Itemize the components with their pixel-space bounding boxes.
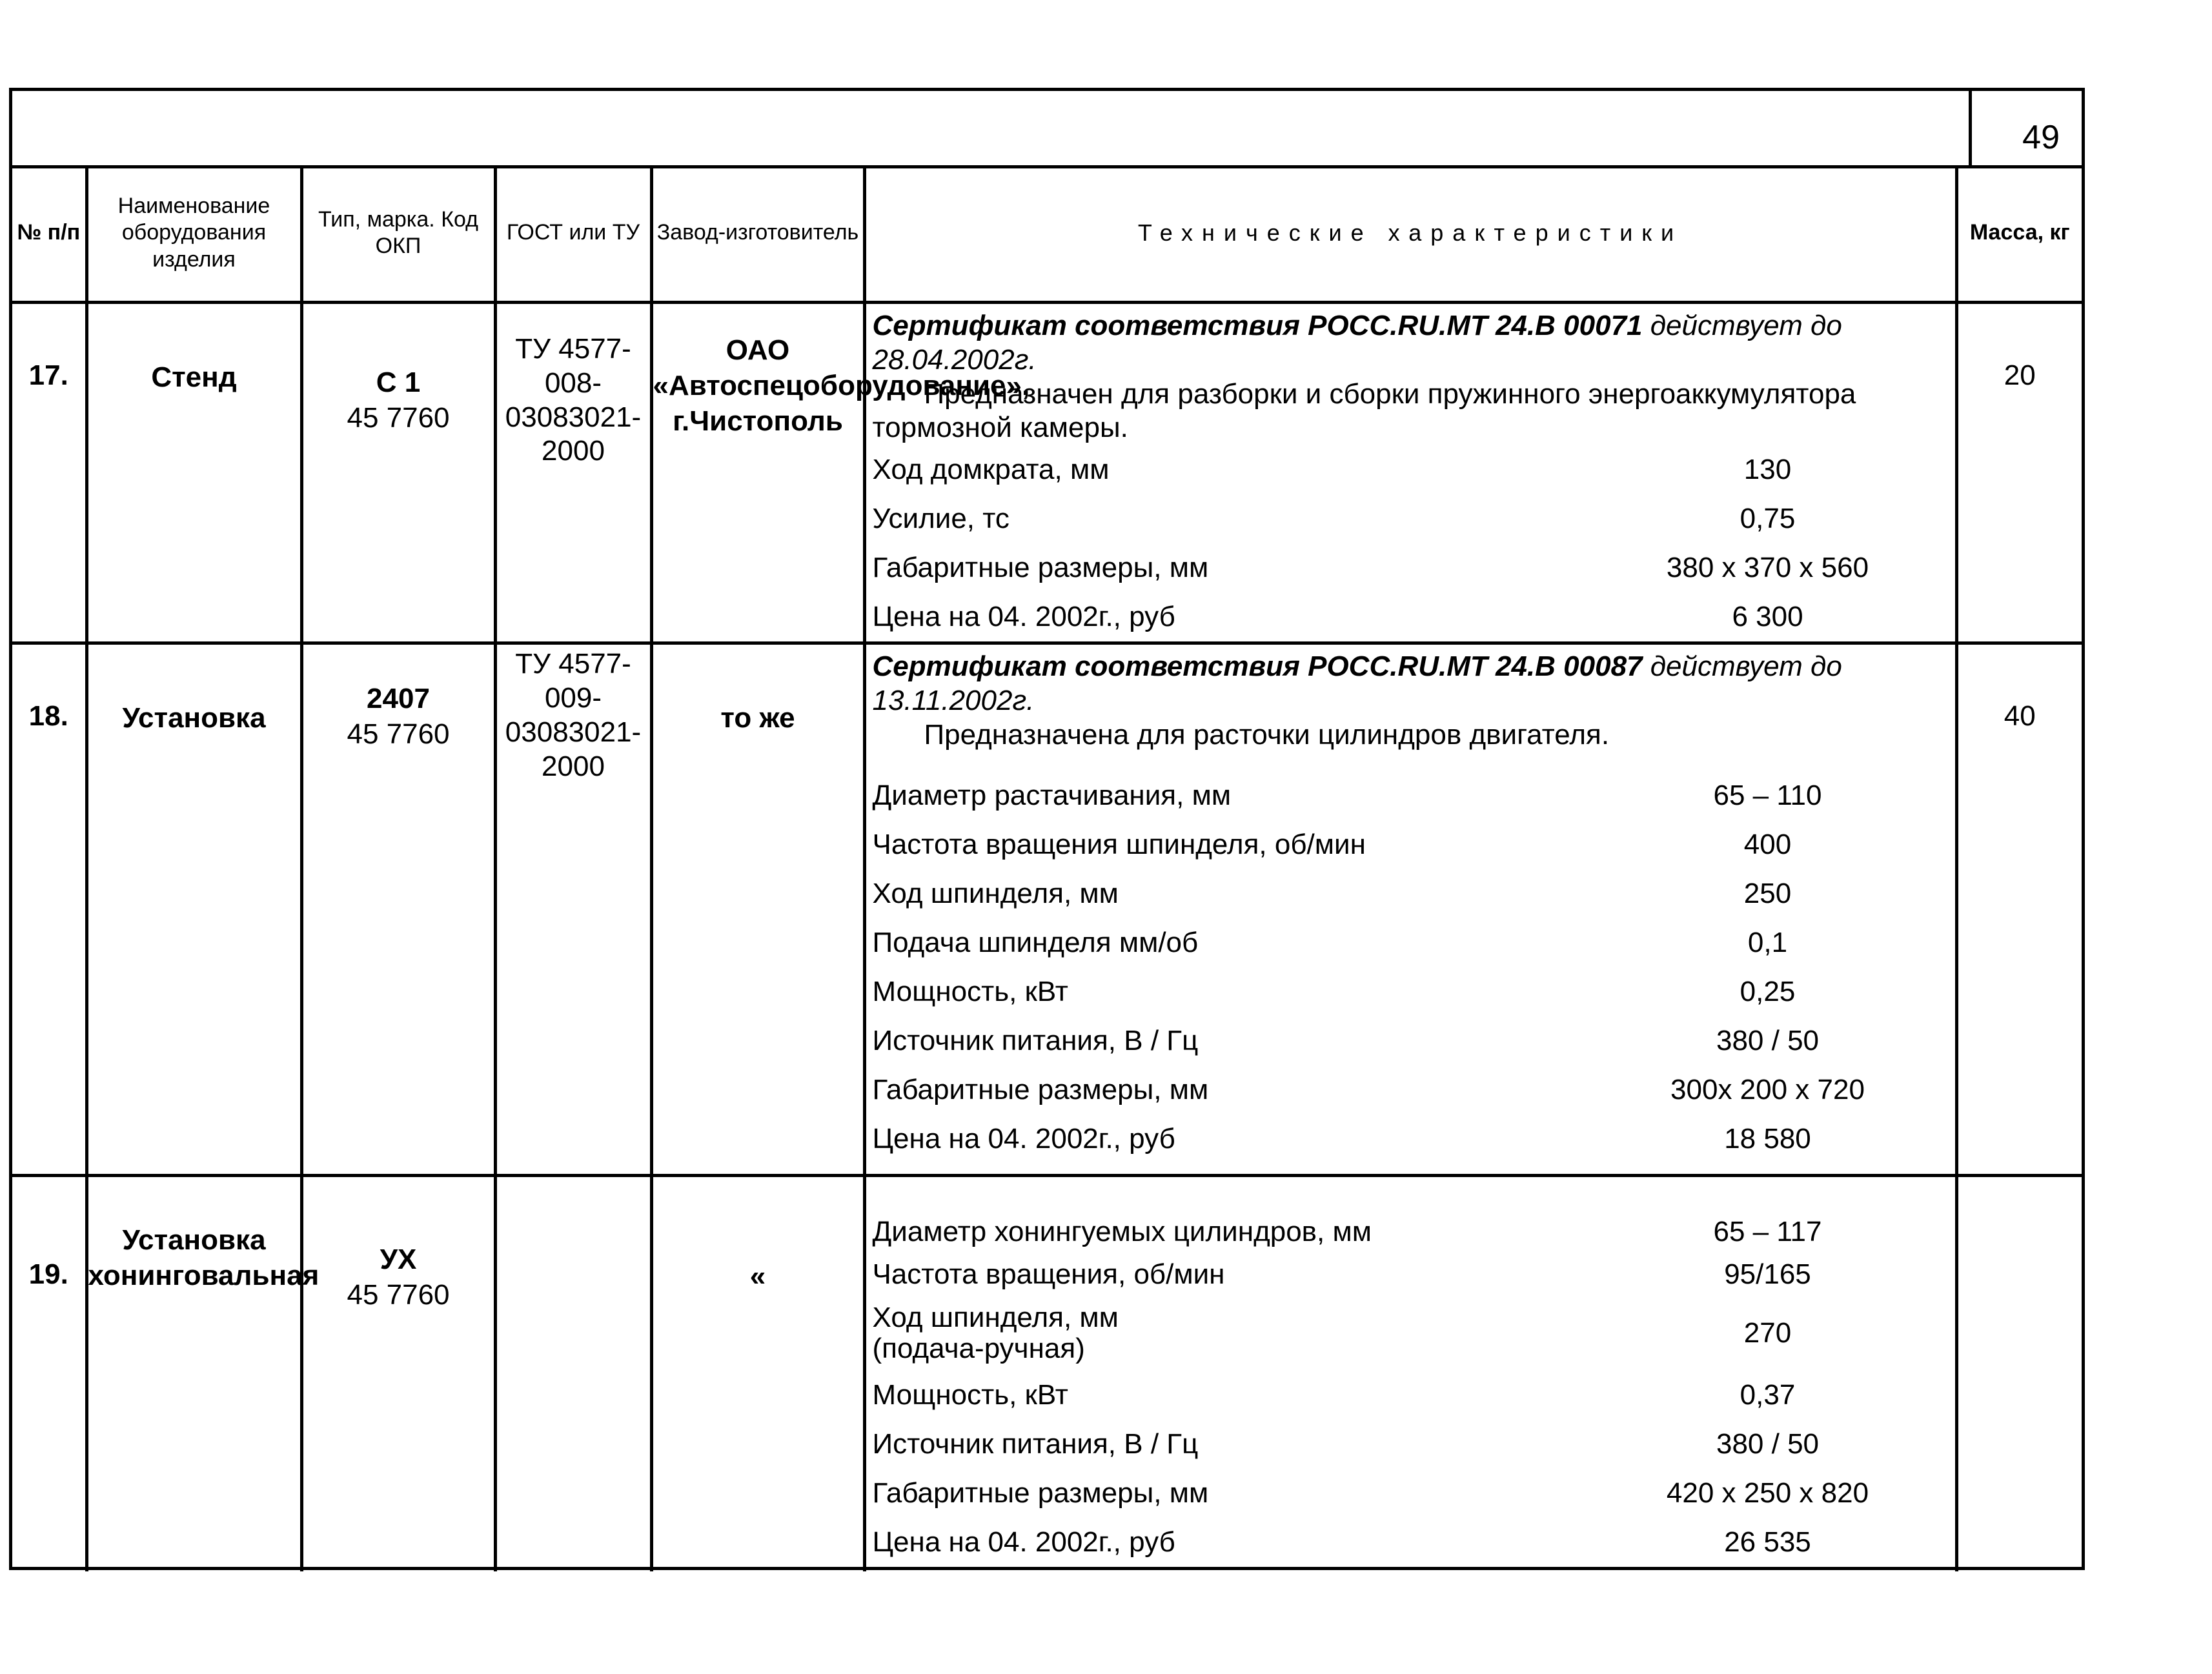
gost-cell: [495, 1176, 651, 1571]
spec-row: [873, 919, 1949, 968]
plant-cell: то же: [651, 643, 864, 1176]
gost-cell: ТУ 4577-009-03083021-2000: [495, 643, 651, 1176]
header-tech: Технические характеристики: [864, 165, 1956, 303]
spec-row: [873, 968, 1949, 1017]
spec-value: 130: [1743, 453, 1792, 485]
certificate-validity: действует до 13.11.2002г.: [872, 650, 1842, 716]
spec-row: [873, 592, 1949, 641]
type-mark: С 1: [376, 367, 421, 398]
spec-label: Диаметр хонингуемых цилиндров, мм: [872, 1215, 1372, 1247]
spec-label: Ход шпинделя, мм: [872, 878, 1119, 910]
certificate-validity: действует до 28.04.2002г.: [872, 310, 1842, 376]
spec-label: Подача шпинделя мм/об: [872, 927, 1199, 959]
spec-row: [873, 1066, 1949, 1115]
okp-code: 45 7760: [347, 402, 450, 434]
type-cell: [301, 303, 495, 643]
spec-row: [873, 543, 1949, 592]
okp-code: 45 7760: [347, 1279, 450, 1311]
spec-row: [873, 821, 1949, 870]
tech-cell: [864, 1176, 1956, 1571]
certificate-number: Сертификат соответствия РОСС.RU.МТ 24.В 00071: [872, 310, 1643, 341]
spec-row: [873, 494, 1949, 543]
spec-value: 6 300: [1732, 600, 1803, 632]
plant-cell: «: [651, 1176, 864, 1571]
table-row: [12, 303, 2082, 643]
header-row: [12, 165, 2082, 303]
spec-label: Частота вращения шпинделя, об/мин: [872, 829, 1366, 861]
spec-value: 400: [1743, 829, 1792, 861]
spec-value: 300х 200 х 720: [1670, 1074, 1865, 1106]
table-row: [12, 643, 2082, 1176]
plant-cell: ОАО «Автоспецоборудование», г.Чистополь: [651, 303, 864, 643]
spec-value: 380 / 50: [1716, 1427, 1820, 1460]
header-type: Тип, марка. Код ОКП: [301, 165, 495, 303]
spec-row: [873, 1469, 1949, 1518]
spec-label: Источник питания, В / Гц: [872, 1025, 1199, 1057]
row-number: 18.: [12, 643, 86, 1176]
equipment-name: Установка: [86, 643, 301, 1176]
certificate-text: [873, 645, 1949, 718]
header-gost: ГОСТ или ТУ: [495, 165, 651, 303]
spec-row: [873, 772, 1949, 821]
spec-value: 0,25: [1740, 976, 1796, 1008]
spec-row: [873, 1017, 1949, 1066]
type-mark: 2407: [367, 683, 430, 715]
spec-row: [873, 1296, 1949, 1371]
spec-row: [873, 445, 1949, 494]
spec-row: [873, 1253, 1949, 1296]
spec-value: 420 х 250 х 820: [1666, 1477, 1869, 1509]
spec-label: Габаритные размеры, мм: [872, 551, 1209, 583]
spec-label: Ход домкрата, мм: [872, 453, 1110, 485]
description-text: Предназначен для разборки и сборки пружинного энергоаккумулятора тормозной камеры.: [872, 378, 1856, 444]
spec-label: Мощность, кВт: [872, 976, 1068, 1008]
page-number: 49: [1969, 91, 2082, 165]
header-mass: Масса, кг: [1956, 165, 2082, 303]
spec-value: 0,37: [1740, 1378, 1796, 1411]
mass-cell: [1956, 1176, 2082, 1571]
type-mark: УХ: [380, 1244, 417, 1276]
spec-label: Частота вращения, об/мин: [872, 1258, 1225, 1290]
certificate-text: [873, 304, 1949, 378]
row-number: 17.: [12, 303, 86, 643]
spec-row: [873, 1211, 1949, 1253]
spec-value: 380 х 370 х 560: [1666, 551, 1869, 583]
equipment-name: Установка хонинговальная: [86, 1176, 301, 1571]
spec-value: 250: [1743, 878, 1792, 910]
okp-code: 45 7760: [347, 718, 450, 751]
description-text: Предназначена для расточки цилиндров двигателя.: [924, 718, 1610, 751]
spec-label: Цена на 04. 2002г., руб: [872, 1526, 1175, 1558]
spec-value: 380 / 50: [1716, 1025, 1820, 1057]
spec-label: Габаритные размеры, мм: [872, 1074, 1209, 1106]
header-plant: Завод-изготовитель: [651, 165, 864, 303]
mass-cell: 20: [1956, 303, 2082, 643]
spec-row: [873, 1371, 1949, 1420]
header-num: № п/п: [12, 165, 86, 303]
type-cell: [301, 1176, 495, 1571]
certificate-number: Сертификат соответствия РОСС.RU.МТ 24.В 00087: [872, 650, 1643, 683]
spec-value: 0,1: [1747, 927, 1788, 959]
equipment-name: Стенд: [86, 303, 301, 643]
table-row: [12, 1176, 2082, 1571]
spec-label: Усилие, тс: [872, 502, 1010, 534]
page-header-row: [12, 91, 2082, 168]
spec-value: 95/165: [1724, 1258, 1811, 1290]
row-number: 19.: [12, 1176, 86, 1571]
spec-label: Цена на 04. 2002г., руб: [872, 600, 1175, 632]
spec-label: Источник питания, В / Гц: [872, 1427, 1199, 1460]
spec-value: 0,75: [1740, 502, 1796, 534]
tech-cell: [864, 303, 1956, 643]
spec-label: Ход шпинделя, мм (подача-ручная): [872, 1301, 1119, 1365]
spec-label: Габаритные размеры, мм: [872, 1477, 1209, 1509]
spec-row: [873, 1420, 1949, 1469]
type-cell: [301, 643, 495, 1176]
spec-label: Цена на 04. 2002г., руб: [872, 1123, 1175, 1155]
spec-value: 270: [1743, 1316, 1792, 1349]
spec-value: 65 – 110: [1713, 780, 1822, 812]
spec-value: 18 580: [1724, 1123, 1811, 1155]
spec-label: Диаметр растачивания, мм: [872, 780, 1232, 812]
spec-row: [873, 1115, 1949, 1164]
gost-cell: ТУ 4577-008-03083021-2000: [495, 303, 651, 643]
spec-label: Мощность, кВт: [872, 1378, 1068, 1411]
header-name: Наименование оборудования изделия: [86, 165, 301, 303]
spec-value: 65 – 117: [1713, 1215, 1822, 1247]
spec-row: [873, 1518, 1949, 1567]
spec-value: 26 535: [1724, 1526, 1811, 1558]
equipment-table: [12, 165, 2082, 1571]
equipment-table-sheet: [9, 88, 2085, 1570]
spec-row: [873, 870, 1949, 919]
tech-cell: [864, 643, 1956, 1176]
mass-cell: 40: [1956, 643, 2082, 1176]
